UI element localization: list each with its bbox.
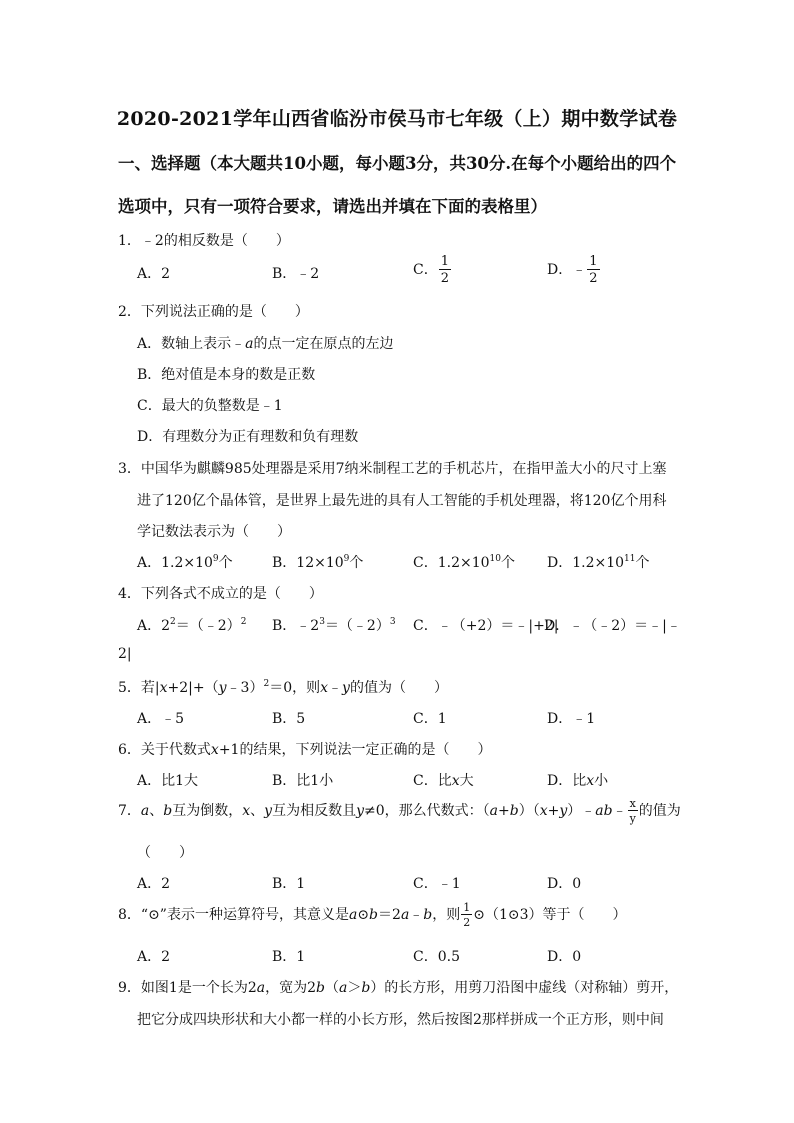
q6-option-b: B．比1小 [272, 773, 334, 789]
q7-text: ﹣ [612, 803, 627, 819]
question-9-line2: 把它分成四块形状和大小都一样的小长方形，然后按图2那样拼成一个正方形，则中间 [137, 1012, 664, 1028]
fraction-numerator: 1 [589, 254, 598, 269]
q3-d-unit: 个 [635, 555, 650, 571]
q5-exponent: 2 [263, 679, 270, 689]
q5-var-y: y [218, 680, 227, 696]
q8-option-c: C．0.5 [413, 949, 460, 965]
q1-option-c [413, 255, 452, 285]
q3-b-exponent: 9 [343, 554, 350, 564]
q5-option-a: A．﹣5 [137, 711, 185, 727]
q7-var: x [539, 803, 548, 819]
q3-b-base: B．12×10 [272, 555, 344, 571]
q4-option-d-wrap: 2| [118, 646, 132, 662]
q9-text-end: ）的长方形，用剪刀沿图中虚线（对称轴）剪开， [370, 980, 679, 996]
q2-option-a-text: A．数轴上表示﹣ [137, 336, 246, 352]
q8-text: ＝2 [378, 907, 401, 923]
q1-option-c-label: C． [413, 262, 438, 278]
q4-b-exponent-2: 3 [389, 617, 396, 627]
q8-option-a: A．2 [137, 949, 171, 965]
q7-text: ）（ [518, 803, 540, 819]
section-heading-line2: 选项中，只有一项符合要求，请选出并填在下面的表格里） [118, 197, 547, 216]
q6-text-end: +1的结果，下列说法一定正确的是（ ） [218, 742, 492, 758]
q7-fraction [628, 798, 638, 824]
q5-option-b: B．5 [272, 711, 306, 727]
q6-d-text: D．比 [547, 773, 587, 789]
q4-b-rhs: ＝（﹣2） [324, 618, 390, 634]
q1-option-d [547, 255, 601, 285]
q8-var: b [369, 907, 379, 923]
q2-option-b: B．绝对值是本身的数是正数 [137, 367, 316, 383]
q5-option-c: C．1 [413, 711, 447, 727]
q7-text: + [547, 803, 560, 819]
q5-var-y-2: y [342, 680, 350, 696]
q6-option-c [413, 770, 474, 790]
fraction-denominator: 2 [463, 916, 471, 929]
q8-option-b: B．1 [272, 949, 306, 965]
q5-text-end: 的值为（ ） [349, 680, 448, 696]
q6-c-text-end: 大 [459, 773, 474, 789]
q7-var: a [140, 803, 150, 819]
q7-option-a: A．2 [137, 876, 171, 892]
q5-text-4: ＝0，则 [269, 680, 321, 696]
q5-var-x-2: x [320, 680, 329, 696]
q6-option-a: A．比1大 [137, 773, 199, 789]
q3-c-base: C．1.2×10 [413, 555, 490, 571]
q6-option-d [547, 770, 608, 790]
q7-var: x [242, 803, 251, 819]
q3-d-exponent: 11 [624, 554, 636, 564]
q1-option-b: B．﹣2 [272, 266, 320, 282]
q4-b-exponent: 3 [319, 617, 325, 627]
q4-a-exponent-2: 2 [240, 617, 247, 627]
q2-option-d: D．有理数分为正有理数和负有理数 [137, 429, 359, 445]
q4-option-c: C．﹣（+2）＝﹣|+2| [413, 618, 559, 634]
q7-var: a [489, 803, 498, 819]
q9-var: a [256, 980, 266, 996]
q8-operator: ⊙ [357, 907, 370, 923]
q7-text: ）﹣ [567, 803, 596, 819]
page-title: 2020-2021学年山西省临汾市侯马市七年级（上）期中数学试卷 [116, 108, 678, 130]
question-7-line1 [118, 798, 681, 824]
q2-option-a [137, 333, 393, 353]
q8-var: a [400, 907, 410, 923]
q7-text: + [498, 803, 510, 819]
q3-a-unit: 个 [218, 555, 233, 571]
q3-option-a [137, 552, 233, 572]
q6-var-x: x [210, 742, 219, 758]
q3-option-b [272, 552, 363, 572]
q4-a-base: A．2 [137, 618, 171, 634]
q3-c-exponent: 10 [489, 554, 501, 564]
q9-text: ，宽为2 [265, 980, 317, 996]
q9-var: b [316, 980, 325, 996]
q3-option-c [413, 552, 515, 572]
q7-number: 7． [118, 803, 141, 819]
q8-text: 8．“⊙”表示一种运算符号，其意义是 [118, 907, 349, 923]
q6-d-var: x [586, 773, 595, 789]
q8-var: b [423, 907, 433, 923]
q7-text: 、 [250, 803, 265, 819]
q7-var: y [356, 803, 364, 819]
q7-var: y [559, 803, 568, 819]
section-heading-line1: 一、选择题（本大题共10小题，每小题3分，共30分.在每个小题给出的四个 [118, 154, 677, 173]
q5-minus: ﹣ [328, 680, 343, 696]
q4-a-exponent: 2 [170, 617, 176, 627]
q7-text-end: 的值为 [638, 803, 681, 819]
q3-c-unit: 个 [500, 555, 515, 571]
q8-var: a [348, 907, 358, 923]
q5-text: 5．若| [118, 680, 160, 696]
q6-c-var: x [451, 773, 460, 789]
question-3-line3: 学记数法表示为（ ） [137, 524, 291, 540]
q7-text: ≠0，那么代数式：（ [364, 803, 490, 819]
q8-option-d: D．0 [547, 949, 582, 965]
q2-option-c: C．最大的负整数是﹣1 [137, 398, 283, 414]
question-1-stem: 1．﹣2的相反数是（ ） [118, 233, 290, 249]
question-5-stem [118, 677, 448, 697]
q4-option-b [272, 615, 396, 635]
q7-var: b [509, 803, 519, 819]
q3-d-base: D．1.2×10 [547, 555, 625, 571]
q6-d-text-end: 小 [594, 773, 609, 789]
q3-b-unit: 个 [349, 555, 364, 571]
question-3-line2: 进了120亿个晶体管，是世界上最先进的具有人工智能的手机处理器，将120亿个用科 [137, 493, 667, 509]
q7-option-b: B．1 [272, 876, 306, 892]
q9-var: b [361, 980, 371, 996]
q7-option-c: C．﹣1 [413, 876, 461, 892]
q1-option-d-label: D．﹣ [547, 262, 587, 278]
fraction-denominator: 2 [440, 271, 449, 286]
q9-text: 9．如图1是一个长为2 [118, 980, 257, 996]
q6-text: 6．关于代数式 [118, 742, 211, 758]
question-3-line1: 3．中国华为麒麟985处理器是采用7纳米制程工艺的手机芯片，在指甲盖大小的尺寸上塞 [118, 461, 667, 477]
question-9-line1 [118, 977, 678, 997]
q7-option-d: D．0 [547, 876, 582, 892]
q5-option-d: D．﹣1 [547, 711, 596, 727]
q4-a-rhs: ＝（﹣2） [175, 618, 241, 634]
q8-text: ，则 [432, 907, 461, 923]
fraction-numerator: 1 [440, 254, 449, 269]
fraction-denominator: 2 [589, 271, 598, 286]
q5-text-2: +2|+（ [167, 680, 219, 696]
q4-b-base: B．﹣2 [272, 618, 320, 634]
q8-fraction [461, 902, 472, 928]
q7-text: 、 [149, 803, 164, 819]
q1-option-a: A．2 [137, 266, 171, 282]
q9-text: ＞ [347, 980, 362, 996]
q5-text-3: ﹣3） [226, 680, 264, 696]
q3-a-exponent: 9 [212, 554, 219, 564]
q8-text: ﹣ [409, 907, 424, 923]
q4-option-a [137, 615, 246, 635]
q3-option-d [547, 552, 650, 572]
question-6-stem [118, 739, 491, 759]
q7-var: ab [595, 803, 613, 819]
question-7-line2: （ ） [137, 845, 193, 861]
q6-c-text: C．比 [413, 773, 452, 789]
q7-var: b [163, 803, 173, 819]
q2-option-a-text-end: 的点一定在原点的左边 [253, 336, 394, 352]
q4-option-d: D．﹣（﹣2）＝﹣|﹣ [544, 618, 681, 634]
q2-option-a-variable: a [245, 336, 254, 352]
q8-text-end: ⊙（1⊙3）等于（ ） [473, 907, 627, 923]
q1-option-d-fraction [587, 255, 599, 285]
q7-text: 互为倒数， [172, 803, 243, 819]
fraction-denominator: y [629, 812, 636, 825]
q7-var: y [264, 803, 273, 819]
q3-a-base: A．1.2×10 [137, 555, 213, 571]
question-8-stem [118, 902, 627, 928]
fraction-numerator: 1 [463, 901, 471, 914]
q7-text: 互为相反数且 [272, 803, 357, 819]
q1-option-c-fraction [439, 255, 451, 285]
q9-var: a [338, 980, 348, 996]
question-4-stem: 4．下列各式不成立的是（ ） [118, 586, 323, 602]
question-2-stem: 2．下列说法正确的是（ ） [118, 304, 309, 320]
q5-var-x: x [159, 680, 168, 696]
q9-text: （ [324, 980, 339, 996]
fraction-numerator: x [629, 797, 636, 810]
